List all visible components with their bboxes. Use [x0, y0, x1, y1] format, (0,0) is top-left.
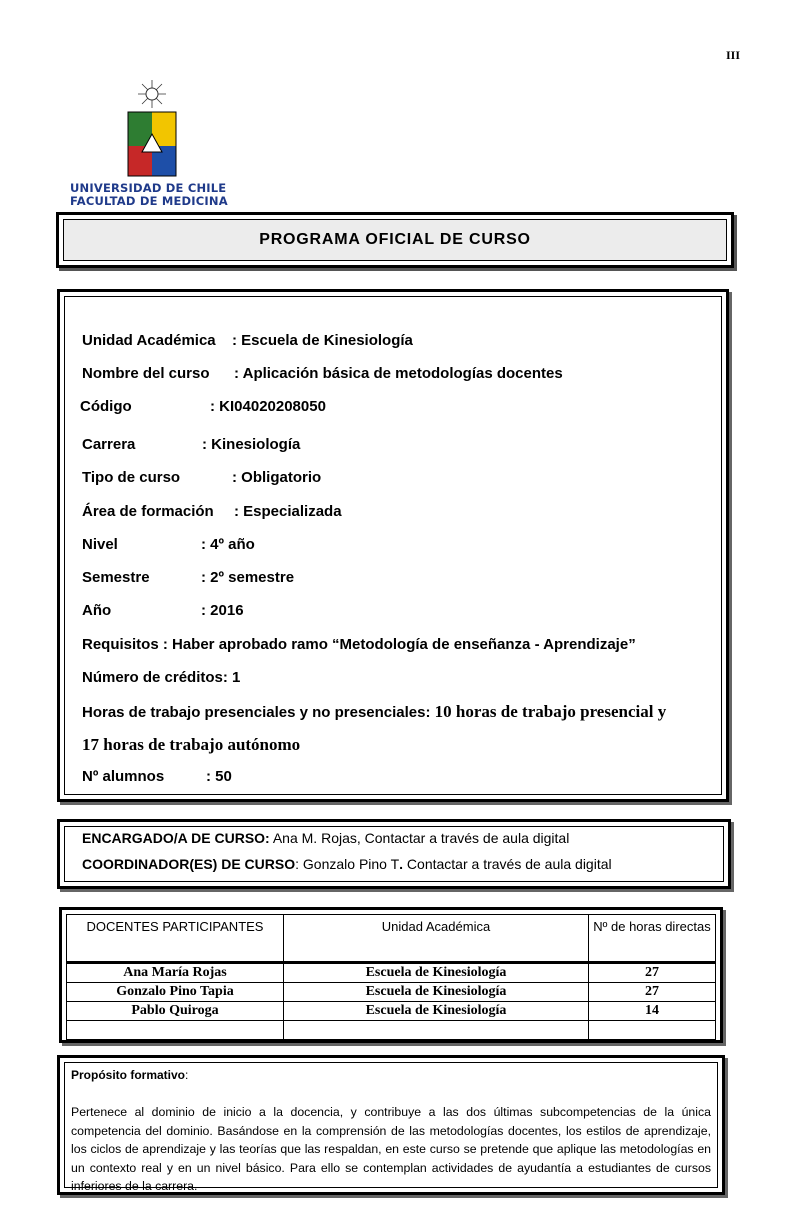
coordinador-label: COORDINADOR(ES) DE CURSO: [82, 856, 296, 872]
anio-label: Año: [82, 602, 112, 619]
docente-unidad: [284, 1021, 589, 1040]
coordinador-contact: Contactar a través de aula digital: [403, 856, 612, 872]
proposito-colon: :: [185, 1068, 189, 1082]
docente-horas: [589, 1021, 716, 1040]
university-crest-icon: [120, 78, 184, 182]
docente-horas: 27: [589, 983, 716, 1002]
encargado-label: ENCARGADO/A DE CURSO:: [82, 830, 270, 846]
carrera-value: : Kinesiología: [202, 436, 301, 453]
semestre-label: Semestre: [82, 569, 150, 586]
docente-name: [67, 1021, 284, 1040]
unidad-label: Unidad Académica: [82, 332, 216, 349]
nivel-label: Nivel: [82, 536, 118, 553]
docente-horas: 14: [589, 1002, 716, 1021]
area-label: Área de formación: [82, 503, 214, 520]
proposito-title: Propósito formativo: [71, 1068, 186, 1082]
area-value: : Especializada: [234, 503, 342, 520]
coordinador-value: : Gonzalo Pino T: [295, 856, 400, 872]
encargado-box: [57, 819, 731, 889]
encargado-value: Ana M. Rojas, Contactar a través de aula digital: [269, 830, 570, 846]
codigo-label: Código: [80, 398, 132, 415]
header-unidad: Unidad Académica: [284, 915, 589, 963]
horas-label: Horas de trabajo presenciales y no presenciales:: [82, 704, 431, 721]
header-docentes: DOCENTES PARTICIPANTES: [67, 915, 284, 963]
horas-value-1: 10 horas de trabajo presencial y: [434, 702, 667, 721]
university-name: UNIVERSIDAD DE CHILE: [70, 181, 227, 195]
anio-value: : 2016: [201, 602, 244, 619]
table-row: [67, 963, 716, 983]
title-box: [56, 212, 734, 268]
horas-value-2: 17 horas de trabajo autónomo: [82, 735, 301, 754]
codigo-value: : KI04020208050: [210, 398, 326, 415]
creditos: Número de créditos: 1: [82, 669, 241, 686]
page-number: III: [726, 48, 741, 62]
docente-unidad: Escuela de Kinesiología: [284, 963, 589, 983]
docente-unidad: Escuela de Kinesiología: [284, 1002, 589, 1021]
table-row: [67, 1002, 716, 1021]
page-title: PROGRAMA OFICIAL DE CURSO: [63, 219, 727, 261]
requisitos: Requisitos : Haber aprobado ramo “Metodología de enseñanza - Aprendizaje”: [82, 636, 636, 653]
header-horas: Nº de horas directas: [589, 915, 716, 963]
docentes-table-box: [59, 907, 723, 1043]
docente-name: Pablo Quiroga: [67, 1002, 284, 1021]
carrera-label: Carrera: [82, 436, 136, 453]
tipo-value: : Obligatorio: [232, 469, 322, 486]
table-row: [67, 1021, 716, 1040]
docente-name: Ana María Rojas: [67, 963, 284, 983]
docente-unidad: Escuela de Kinesiología: [284, 983, 589, 1002]
table-row: [67, 983, 716, 1002]
proposito-box: [57, 1055, 725, 1195]
docente-horas: 27: [589, 963, 716, 983]
alumnos-value: : 50: [206, 768, 232, 785]
proposito-text: Pertenece al dominio de inicio a la docencia, y contribuye a las dos últimas subcompetencias de la única competencia del dominio. Basándose en la comprensión de las metodologías docentes, los estilos de aprendizaje, los ciclos de aprendizaje y las teorías que las respaldan, en este curso se pretende que aplique las metodologías en un contexto real y en un nivel básico. Para ello se contemplan actividades de ayudantía a estudiantes de cursos inferiores de la carrera.: [71, 1105, 711, 1193]
course-info-box: [57, 289, 729, 802]
nombre-value: : Aplicación básica de metodologías docentes: [234, 365, 563, 382]
semestre-value: : 2º semestre: [201, 569, 295, 586]
tipo-label: Tipo de curso: [82, 469, 181, 486]
docentes-table: [66, 914, 716, 1040]
alumnos-label: Nº alumnos: [82, 768, 165, 785]
docente-name: Gonzalo Pino Tapia: [67, 983, 284, 1002]
nivel-value: : 4º año: [201, 536, 255, 553]
unidad-value: : Escuela de Kinesiología: [232, 332, 413, 349]
coordinador-dot: .: [399, 856, 404, 872]
faculty-name: FACULTAD DE MEDICINA: [70, 194, 228, 208]
nombre-label: Nombre del curso: [82, 365, 210, 382]
